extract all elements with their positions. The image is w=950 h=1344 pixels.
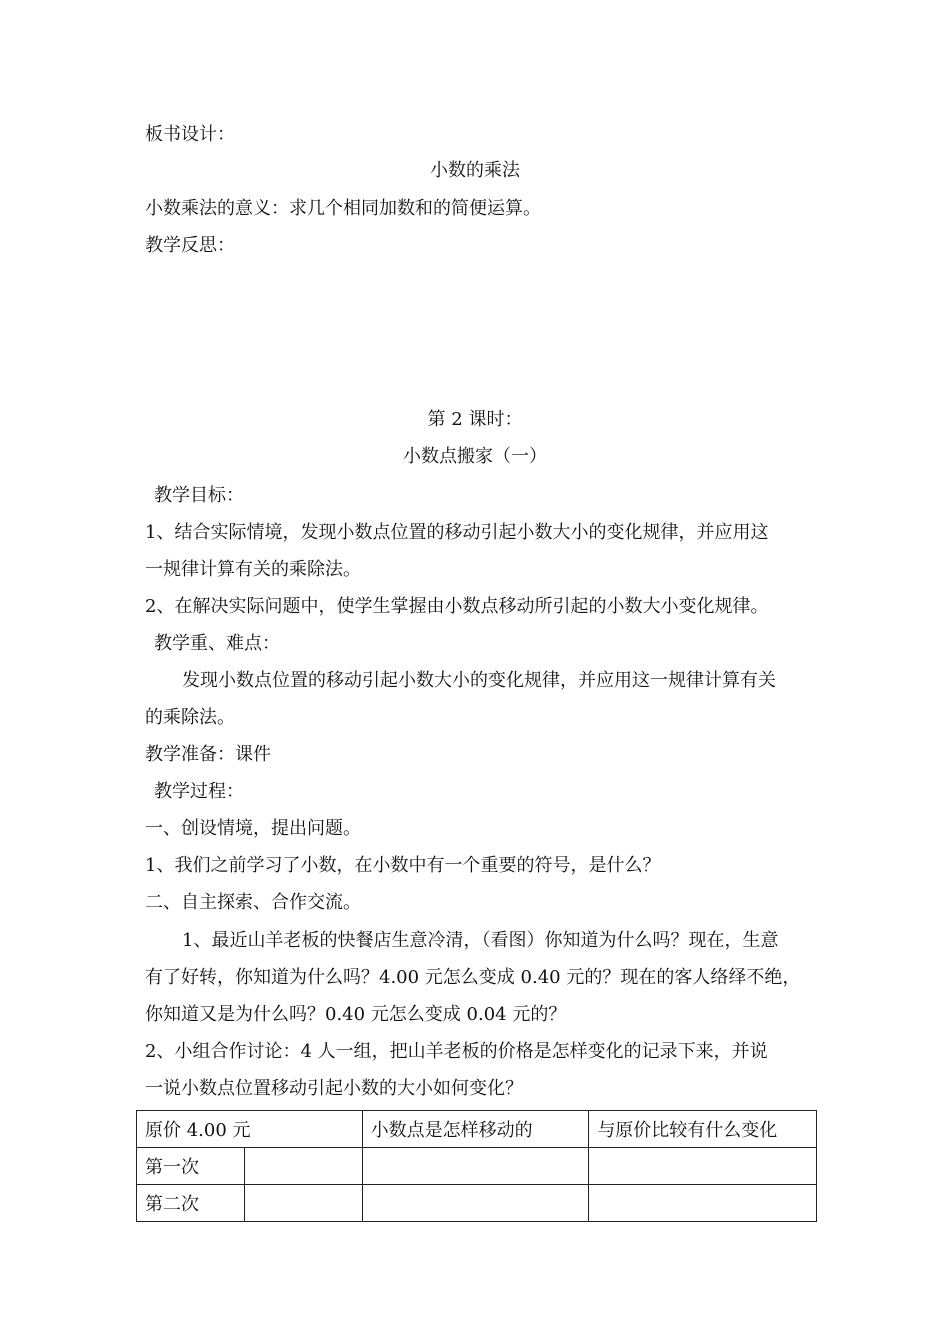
step-2-item-1-line-3: 你知道又是为什么吗？0.40 元怎么变成 0.04 元的？ [145, 1004, 567, 1025]
goals-label: 教学目标： [154, 485, 244, 506]
step-2-heading: 二、自主探索、合作交流。 [145, 892, 361, 913]
step-1-heading: 一、创设情境，提出问题。 [145, 818, 361, 839]
table-cell [362, 1148, 589, 1185]
goal-1-line-1: 1、结合实际情境，发现小数点位置的移动引起小数大小的变化规律，并应用这 [145, 522, 769, 543]
multiplication-meaning: 小数乘法的意义：求几个相同加数和的简便运算。 [145, 198, 541, 219]
row-label: 第二次 [137, 1185, 245, 1222]
step-2-item-2-line-2: 一说小数点位置移动引起小数的大小如何变化？ [145, 1078, 523, 1099]
header-decimal-movement: 小数点是怎样移动的 [362, 1111, 589, 1148]
lesson-title: 小数点搬家（一） [403, 446, 547, 467]
table-cell [362, 1185, 589, 1222]
table-cell [244, 1148, 362, 1185]
step-1-item-1: 1、我们之前学习了小数，在小数中有一个重要的符号，是什么？ [145, 855, 661, 876]
header-change-comparison: 与原价比较有什么变化 [589, 1111, 817, 1148]
board-title: 小数的乘法 [430, 160, 520, 181]
board-design-label: 板书设计： [145, 124, 235, 145]
step-2-item-1-line-1: 1、最近山羊老板的快餐店生意冷清，（看图）你知道为什么吗？现在，生意 [182, 930, 779, 951]
table-cell [244, 1185, 362, 1222]
step-2-item-1-line-2: 有了好转，你知道为什么吗？4.00 元怎么变成 0.40 元的？现在的客人络绎不绝， [145, 967, 801, 988]
reflection-label: 教学反思： [145, 235, 235, 256]
goal-2: 2、在解决实际问题中，使学生掌握由小数点移动所引起的小数大小变化规律。 [145, 596, 769, 617]
row-label: 第一次 [137, 1148, 245, 1185]
goal-1-line-2: 一规律计算有关的乘除法。 [145, 559, 361, 580]
step-2-item-2-line-1: 2、小组合作讨论：4 人一组，把山羊老板的价格是怎样变化的记录下来，并说 [145, 1041, 768, 1062]
process-label: 教学过程： [154, 781, 244, 802]
table-cell [589, 1148, 817, 1185]
header-original-price: 原价 4.00 元 [137, 1111, 363, 1148]
key-points-line-1: 发现小数点位置的移动引起小数大小的变化规律，并应用这一规律计算有关 [182, 670, 776, 691]
table-row [137, 1185, 817, 1222]
lesson-number: 第 2 课时： [427, 409, 523, 430]
preparation: 教学准备：课件 [145, 744, 271, 765]
key-points-label: 教学重、难点： [154, 633, 280, 654]
price-record-table [136, 1110, 817, 1222]
key-points-line-2: 的乘除法。 [145, 707, 235, 728]
table-row [137, 1148, 817, 1185]
table-header-row [137, 1111, 817, 1148]
table-cell [589, 1185, 817, 1222]
